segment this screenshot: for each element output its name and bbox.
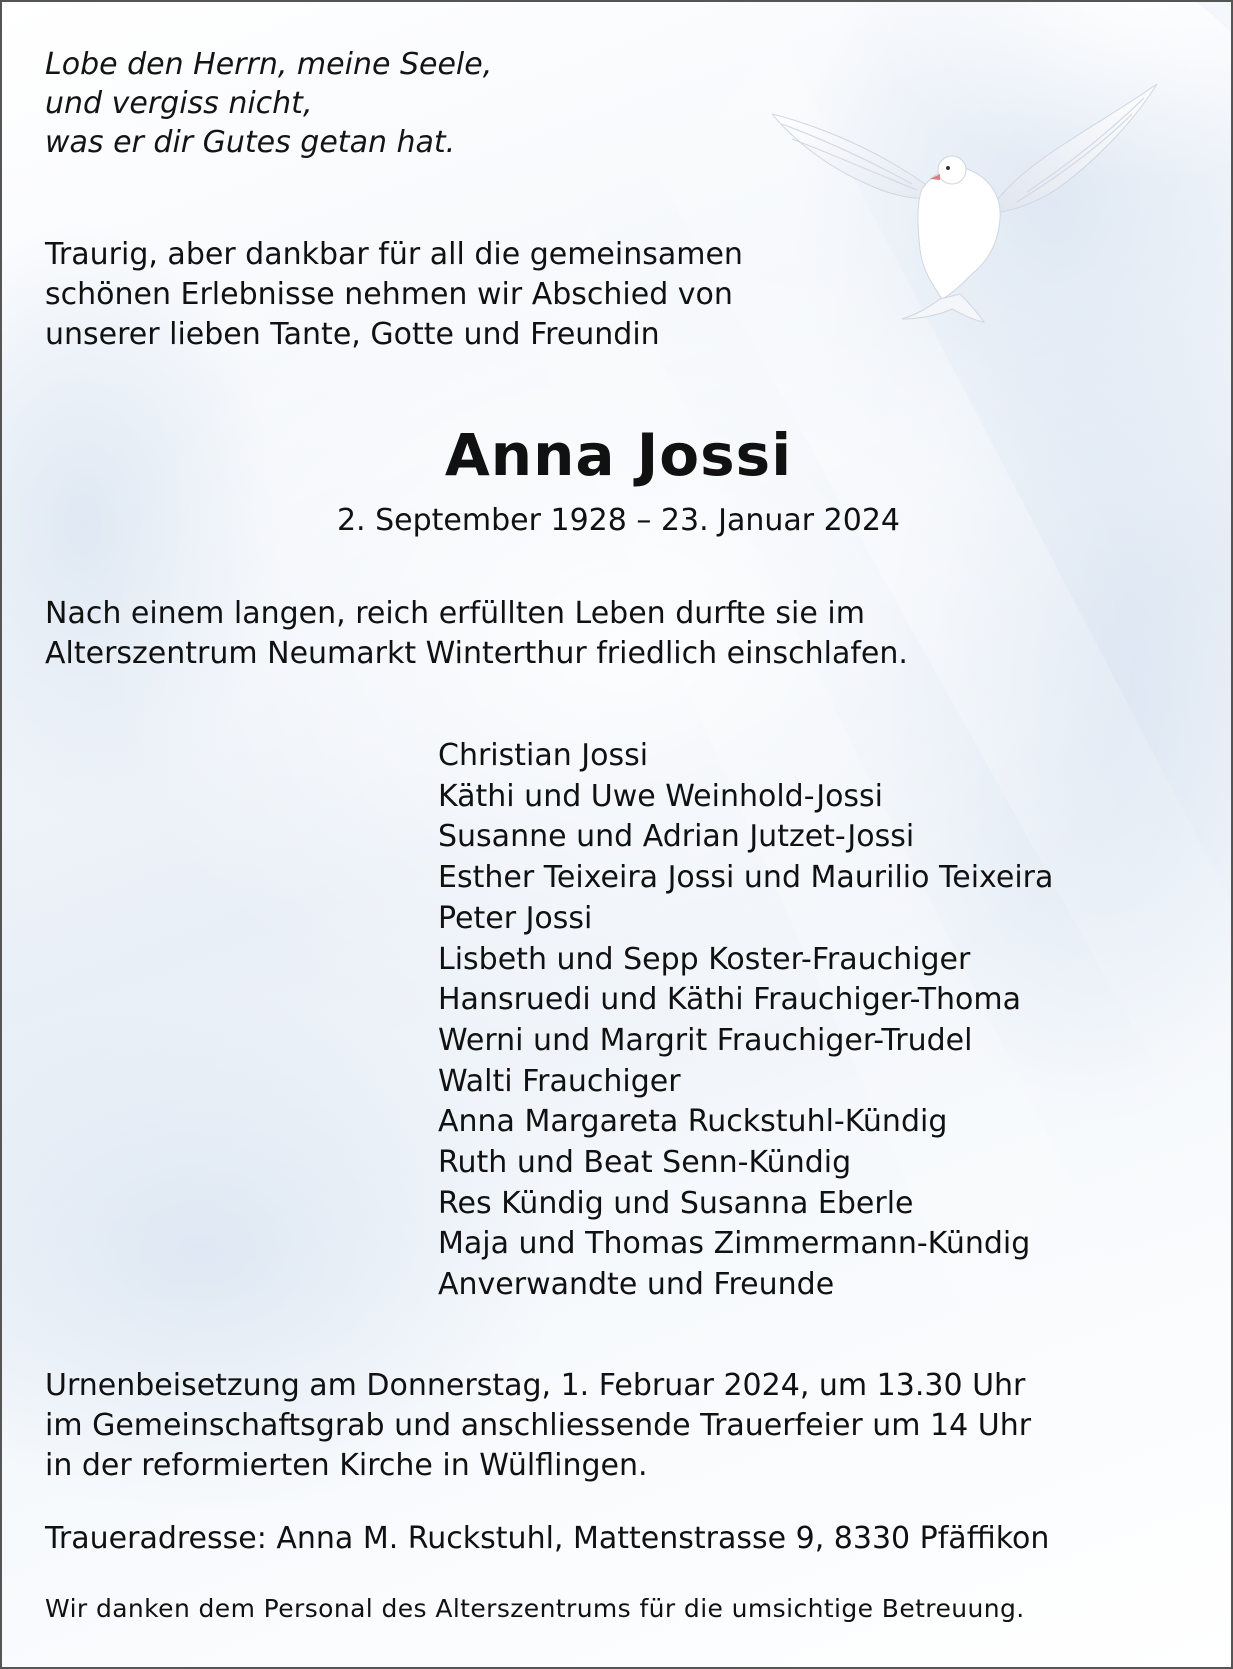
mourner-item: Werni und Margrit Frauchiger-Trudel	[438, 1022, 973, 1058]
mourner-item: Esther Teixeira Jossi und Maurilio Teixeira	[438, 860, 1054, 896]
life-line: Nach einem langen, reich erfüllten Leben durfte sie im	[45, 596, 865, 631]
mourner-item: Käthi und Uwe Weinhold-Jossi	[438, 778, 884, 814]
bible-verse	[45, 45, 492, 162]
intro-line: Traurig, aber dankbar für all die gemeinsamen	[45, 237, 743, 272]
mourner-item: Res Kündig und Susanna Eberle	[438, 1185, 914, 1221]
mourner-item: Anverwandte und Freunde	[438, 1267, 835, 1303]
intro-line: schönen Erlebnisse nehmen wir Abschied von	[45, 277, 733, 312]
mourning-address: Traueradresse: Anna M. Ruckstuhl, Mattenstrasse 9, 8330 Pfäffikon	[45, 1521, 1050, 1556]
mourner-item: Peter Jossi	[438, 900, 593, 936]
mourner-item: Maja und Thomas Zimmermann-Kündig	[438, 1226, 1031, 1262]
mourner-item: Walti Frauchiger	[438, 1063, 681, 1099]
verse-line: und vergiss nicht,	[45, 86, 313, 121]
ceremony-line: Urnenbeisetzung am Donnerstag, 1. Februar 2024, um 13.30 Uhr	[45, 1368, 1026, 1403]
life-summary	[45, 594, 908, 674]
dove-icon	[772, 84, 1172, 324]
ceremony-line: im Gemeinschaftsgrab und anschliessende Trauerfeier um 14 Uhr	[45, 1408, 1032, 1443]
life-dates: 2. September 1928 – 23. Januar 2024	[336, 503, 901, 538]
ceremony-line: in der reformierten Kirche in Wülflingen.	[45, 1448, 648, 1483]
mourner-item: Lisbeth und Sepp Koster-Frauchiger	[438, 941, 971, 977]
verse-line: was er dir Gutes getan hat.	[45, 125, 456, 160]
mourner-item: Ruth und Beat Senn-Kündig	[438, 1145, 852, 1181]
intro-line: unserer lieben Tante, Gotte und Freundin	[45, 317, 660, 352]
life-line: Alterszentrum Neumarkt Winterthur friedlich einschlafen.	[45, 636, 908, 671]
mourner-item: Anna Margareta Ruckstuhl-Kündig	[438, 1104, 948, 1140]
mourner-item: Christian Jossi	[438, 738, 649, 773]
mourners-list	[438, 736, 1053, 1306]
mourner-item: Susanne und Adrian Jutzet-Jossi	[438, 819, 915, 855]
thanks-note: Wir danken dem Personal des Alterszentrums für die umsichtige Betreuung.	[45, 1594, 1025, 1623]
verse-line: Lobe den Herrn, meine Seele,	[45, 47, 493, 82]
deceased-name: Anna Jossi	[444, 421, 793, 489]
ceremony-info	[45, 1366, 1031, 1486]
intro-text	[45, 235, 743, 355]
mourner-item: Hansruedi und Käthi Frauchiger-Thoma	[438, 982, 1022, 1018]
